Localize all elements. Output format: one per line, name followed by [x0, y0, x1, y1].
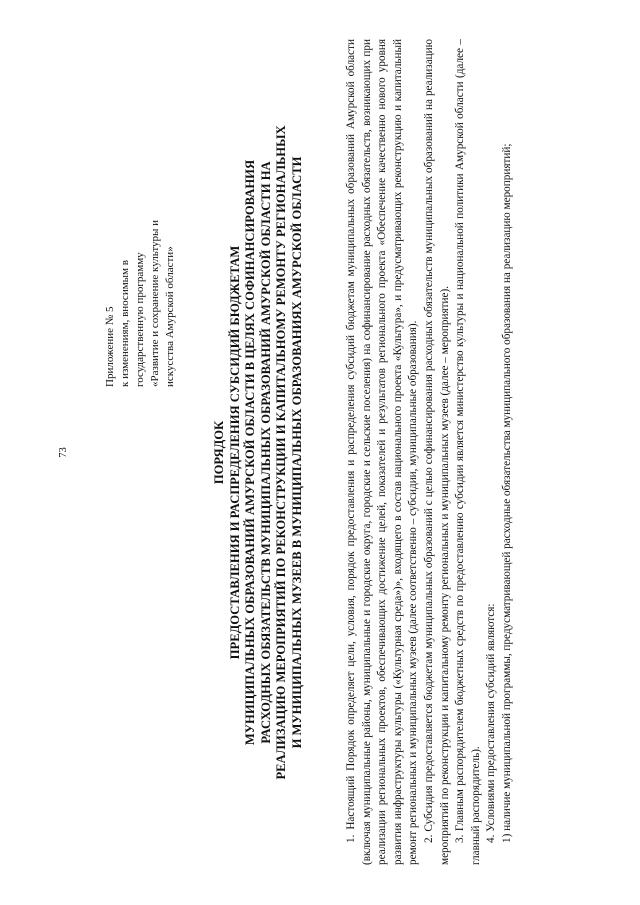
title-line: ПОРЯДОК — [212, 420, 226, 485]
appendix-line: Приложение № 5 — [104, 306, 116, 387]
appendix-line: искусства Амурской области» — [164, 246, 176, 387]
title-line: И МУНИЦИПАЛЬНЫХ МУЗЕЕВ В МУНИЦИПАЛЬНЫХ ОБРАЗОВАНИЯХ АМУРСКОЙ ОБЛАСТИ — [289, 156, 304, 749]
title-line: ПРЕДОСТАВЛЕНИЯ И РАСПРЕДЕЛЕНИЯ СУБСИДИЙ БЮДЖЕТАМ — [227, 245, 242, 660]
appendix-line: государственную программу — [134, 252, 146, 387]
body-paragraph: 2. Субсидия предоставляется бюджетам муниципальных образований с целью софинансирования расходных обязательств муниципальных образований на реализацию мероприятий по реконструкции и капитальному ремонту региональных и муниципальных музеев (далее – мероприятие). — [422, 39, 451, 865]
title-line: РАСХОДНЫХ ОБЯЗАТЕЛЬСТВ МУНИЦИПАЛЬНЫХ ОБРАЗОВАНИЙ АМУРСКОЙ ОБЛАСТИ НА — [258, 161, 273, 744]
appendix-note — [103, 27, 178, 387]
page-number: 73 — [58, 447, 69, 458]
title-line: МУНИЦИПАЛЬНЫХ ОБРАЗОВАНИЙ АМУРСКОЙ ОБЛАСТИ В ЦЕЛЯХ СОФИНАНСИРОВАНИЯ — [243, 159, 258, 746]
document-title — [212, 40, 306, 865]
title-line: РЕАЛИЗАЦИЮ МЕРОПРИЯТИЙ ПО РЕКОНСТРУКЦИИ И КАПИТАЛЬНОМУ РЕМОНТУ РЕГИОНАЛЬНЫХ — [274, 125, 289, 780]
body-paragraph: 4. Условиями предоставления субсидий являются: — [485, 603, 498, 843]
appendix-line: к изменениям, вносимым в — [119, 260, 131, 387]
document-body — [344, 39, 516, 865]
body-paragraph: 1) наличие муниципальной программы, предусматривающей расходные обязательства муниципального образования на реализацию мероприятий; — [500, 143, 513, 843]
body-paragraph: 1. Настоящий Порядок определяет цели, условия, порядок предоставления и распределения субсидий бюджетам муниципальных образований Амурской области (включая муниципальные районы, муниципальные и городские округа, городские и сельские поселения) на софинансирование расходных обязательств, возникающих при реализации региональных проектов, обеспечивающих достижение целей, показателей и результатов регионального проекта «Обеспечение качественно нового уровня развития инфраструктуры культуры («Культурная среда»)», входящего в состав национального проекта «Культура», и предусматривающих реконструкцию и капитальный ремонт региональных и муниципальных музеев (далее соответственно – субсидии, муниципальные образования). — [345, 39, 420, 865]
appendix-line: «Развитие и сохранение культуры и — [149, 219, 161, 387]
body-paragraph: 3. Главным распорядителем бюджетных средств по предоставлению субсидии является министерство культуры и национальной политики Амурской области (далее – главный распорядитель). — [454, 39, 482, 865]
